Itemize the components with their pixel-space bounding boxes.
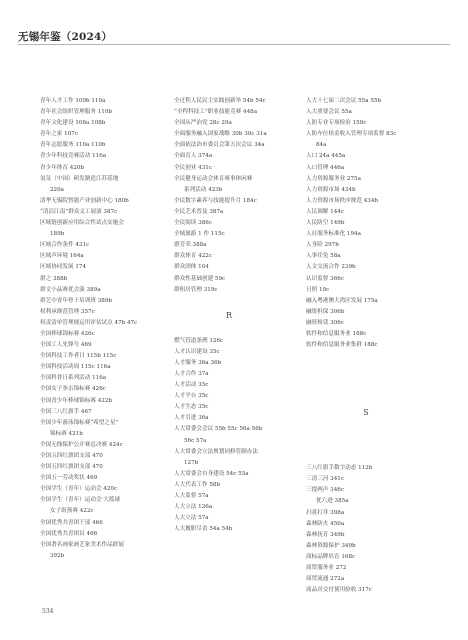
- index-entry: 日照 19c: [306, 286, 330, 293]
- index-entry: 56c 57a: [184, 437, 207, 444]
- index-entry: 青年之家 107c: [40, 131, 78, 138]
- index-entry: 人才平台 35c: [174, 393, 209, 400]
- index-entry: 软件和信息服务业集群 188c: [306, 342, 378, 349]
- index-entry: 锦标赛 421b: [50, 430, 83, 437]
- index-entry: 人才活动 35c: [174, 382, 209, 389]
- index-entry: 全民数字素养与技能提升月 184c: [174, 197, 257, 204]
- index-entry: 全民健身运动会体育赛事体闲赛: [174, 175, 253, 182]
- index-entry: 全域旅游 1 作 115c: [174, 231, 225, 238]
- index-entry: 扫黄打非 398a: [306, 509, 345, 516]
- index-entry: 人大立法 126a: [174, 504, 213, 511]
- index-entry: 全面服务融入国家战略 30b 30c 31a: [174, 131, 267, 138]
- index-entry: 人力资源服务业 275a: [306, 175, 361, 182]
- index-entry: 全国科普日系列活动 116a: [40, 375, 107, 382]
- index-entry: 人才认识建设 35c: [174, 348, 220, 355]
- page-number: 534: [42, 608, 54, 615]
- index-column-1: [40, 96, 168, 562]
- index-entry: 全面依法治市委员会第五次会议 34a: [174, 142, 265, 149]
- index-entry: 全民艺术普及 387a: [174, 208, 224, 215]
- index-entry: 全国少年游泳锦标赛“希望之星”: [40, 419, 119, 426]
- index-entry: 融资担保 306b: [306, 308, 345, 315]
- index-entry: 群众团体 104: [174, 264, 209, 271]
- index-entry: 人文交流合作 239b: [306, 264, 356, 271]
- index-entry: 全国工人先锋号 469: [40, 342, 92, 349]
- index-entry: 融入粤港澳大湾区发展 175a: [306, 297, 378, 304]
- index-entry: 全国五一劳动奖状 469: [40, 475, 98, 482]
- index-entry: 全过程人民民主实践创新举 54b 54c: [174, 98, 266, 104]
- index-entry: 全面育人 374a: [174, 153, 213, 160]
- index-entry: 人身险 297b: [306, 242, 339, 249]
- index-entry: 全国女子拳击锦标赛 426c: [40, 386, 106, 393]
- index-entry: 全国科技活动周 115c 116a: [40, 364, 111, 371]
- index-entry: 商品房交付使用验收 317c: [306, 587, 372, 594]
- index-entry: 区域合作条件 431c: [40, 242, 90, 249]
- index-entry: 全国青少年棒球锦标赛 422b: [40, 397, 112, 404]
- index-entry: 392b: [50, 552, 65, 559]
- index-entry: 商贸流通 272a: [306, 576, 345, 583]
- index-entry: 青年社会组织管理服务 110b: [40, 109, 112, 116]
- index-entry: 人大立法 57a: [174, 515, 209, 522]
- index-entry: 青年志愿服务 110a 110b: [40, 142, 106, 149]
- index-entry: 全国学生（青年）运动会·大篮球: [40, 497, 121, 504]
- index-entry: 人民调解 144c: [306, 208, 344, 215]
- index-entry: 189b: [50, 231, 65, 238]
- index-entry: 全国五四红旗团支部 470: [40, 464, 103, 471]
- index-entry: 人大常委会自身建设 54c 55a: [174, 470, 249, 477]
- index-entry: 220a: [50, 186, 65, 193]
- index-entry: 区域链创新应用综合性试点实施会: [40, 220, 124, 227]
- index-entry: 人才服务 36a 36b: [174, 359, 222, 366]
- index-entry: 三提两声 346c: [306, 487, 344, 494]
- index-entry: 人防专业专项检治 150c: [306, 120, 367, 127]
- index-entry: 人民防空 149b: [306, 220, 345, 227]
- index-entry: 全国棒球锦标赛 426c: [40, 330, 95, 337]
- index-entry: 全国学生（青年）运动会 420c: [40, 486, 118, 493]
- index-entry: 三清三河 341c: [306, 476, 344, 483]
- index-entry: 森林资源保护 349b: [306, 542, 356, 549]
- index-column-2: [174, 96, 302, 535]
- index-entry: 人大履职尽责 54a 54b: [174, 526, 233, 533]
- index-entry: 认识监督 366c: [306, 275, 344, 282]
- index-entry: 清华无锡院智能产业创新中心 180b: [40, 197, 129, 204]
- index-entry: 权责清单管理规运用评估试点 47b 47c: [40, 319, 138, 326]
- index-entry: 人大常委会会议 55b 55c 56a 56b: [174, 426, 263, 433]
- index-entry: 森林防火 450a: [306, 520, 345, 527]
- header-divider: [18, 44, 450, 45]
- index-entry: 群芳荣 388a: [174, 242, 207, 249]
- index-entry: 全国从严治党 28c 29a: [174, 120, 232, 127]
- index-entry: 区域协同发展 174: [40, 264, 87, 271]
- index-entry: 软件和信息服务业 188c: [306, 330, 367, 337]
- index-entry: 区域声环境 164a: [40, 253, 84, 260]
- index-entry: 人才生态 35c: [174, 404, 209, 411]
- index-entry: 人口管理 446a: [306, 164, 345, 171]
- index-entry: 权利承规范管理 357c: [40, 308, 95, 315]
- index-entry: 人大监督 57a: [174, 493, 209, 499]
- index-entry: 人社服务标准化 194a: [306, 231, 361, 238]
- index-entry: 商贸服务业 272: [306, 565, 347, 571]
- index-entry: 群众体育 422c: [174, 253, 212, 260]
- page-header: [0, 0, 468, 44]
- index-entry: 群众性基础创建 59c: [174, 275, 226, 282]
- index-entry: 商标品牌培育 168c: [306, 553, 356, 560]
- index-entry: 青年文化建设 108a 108b: [40, 120, 106, 127]
- index-entry: 全国科技工作者日 115b 115c: [40, 353, 117, 360]
- index-entry: 全国著名画家画艺家美术作品联展: [40, 541, 124, 548]
- index-entry: 人事任免 58a: [306, 253, 341, 260]
- index-entry: 127b: [184, 459, 199, 466]
- index-entry: 全国五四红旗团支部 470: [40, 453, 103, 459]
- index-entry: 人才合作 37a: [174, 370, 209, 377]
- index-entry: 系列活动 423b: [184, 186, 223, 193]
- index-entry: 全国优秀共青团干部 466: [40, 519, 103, 526]
- index-entry: 人大常委会立法规划同修管制办法: [174, 448, 258, 455]
- index-entry: 青年人才工作 109b 110a: [40, 98, 106, 104]
- index-entry: 群文小品赛优会演 389a: [40, 286, 101, 293]
- index-entry: 青少年科技竞赛活动 116a: [40, 153, 107, 160]
- index-entry: 全国三八红旗手 467: [40, 408, 92, 415]
- index-entry: 人防车位租金收入管理专项监督 83c: [306, 131, 397, 138]
- index-entry: 全国无线保护公开赛总决赛 424c: [40, 441, 123, 448]
- index-entry: 群艺中青年骨干培训班 389b: [40, 297, 112, 304]
- index-entry: “清洁江南”群众义工展演 387c: [40, 208, 118, 215]
- index-entry: 全国优秀共青团员 466: [40, 530, 98, 537]
- index-entry: 森林抚育 349b: [306, 531, 345, 538]
- index-entry: 优六进 385a: [316, 498, 349, 505]
- index-entry: 人力资源市场 434b: [306, 186, 356, 193]
- index-entry: 84a: [316, 142, 327, 149]
- index-entry: 全民创业 431c: [174, 164, 212, 171]
- index-entry: 人才引进 36a: [174, 415, 209, 422]
- index-entry: 人力资源市场秩序规范 434b: [306, 197, 378, 204]
- index-entry: 人大重要会议 55a: [306, 109, 352, 116]
- index-entry: 群租房管理 319c: [174, 286, 218, 293]
- yearbook-title: 无锡年鉴（2024）: [18, 31, 113, 43]
- index-entry: 三八红旗手数字动态 112b: [306, 465, 373, 472]
- index-entry: 人大十七届二次会议 55a 55b: [306, 98, 382, 104]
- index-entry: 青少年体育 420b: [40, 164, 85, 171]
- index-entry: 全民阅读 386c: [174, 220, 212, 227]
- index-entry: 群之 388b: [40, 275, 68, 282]
- index-entry: “全程科技工”职业技能竞赛 448a: [174, 109, 258, 116]
- index-entry: 融资租赁 306c: [306, 319, 344, 326]
- index-entry: 人大代表工作 58b: [174, 481, 221, 488]
- index-entry: 燃气管道条例 126c: [174, 337, 224, 344]
- section-letter-heading: S: [363, 408, 369, 418]
- section-letter-heading: R: [225, 310, 233, 320]
- index-entry: 氢氘（中国）研发制造江苏基地: [40, 175, 119, 182]
- index-entry: 人口 24a 445a: [306, 153, 346, 160]
- index-column-3: [306, 96, 434, 596]
- index-entry: 女子组预赛 422c: [50, 508, 94, 515]
